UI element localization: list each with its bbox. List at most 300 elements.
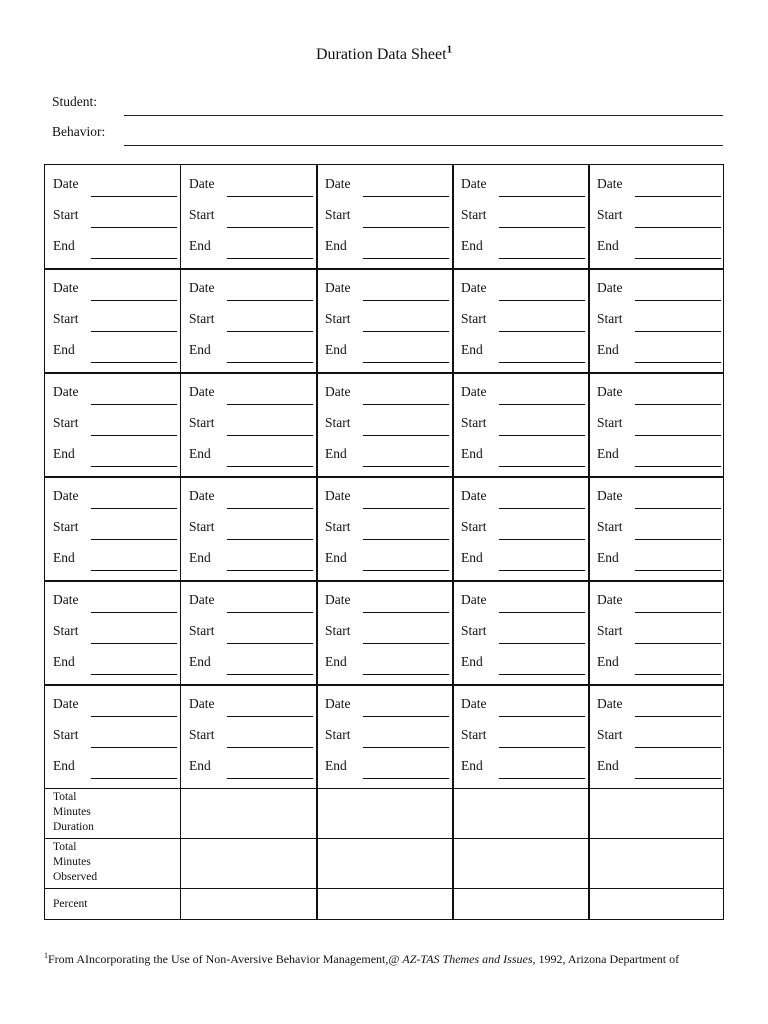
start-input-line[interactable] [499,227,585,228]
end-entry[interactable] [461,645,585,675]
start-entry[interactable] [325,510,449,540]
end-entry[interactable] [597,229,721,259]
end-input-line[interactable] [499,362,585,363]
behavior-label: Behavior: [52,124,106,139]
start-label: Start [189,519,215,534]
start-input-line[interactable] [91,539,177,540]
start-entry[interactable] [189,302,313,332]
summary-value-cell[interactable] [589,839,725,889]
date-entry[interactable] [325,271,449,301]
date-label: Date [189,488,215,503]
start-entry[interactable] [325,198,449,228]
start-entry[interactable] [189,718,313,748]
start-input-line[interactable] [635,331,721,332]
start-input-line[interactable] [635,747,721,748]
summary-row-label [53,897,87,912]
start-entry[interactable] [461,510,585,540]
student-input-line[interactable] [124,115,723,116]
end-entry[interactable] [53,541,177,571]
end-entry[interactable] [325,437,449,467]
end-input-line[interactable] [227,466,313,467]
date-input-line[interactable] [499,300,585,301]
start-input-line[interactable] [635,643,721,644]
observation-cell [317,373,453,477]
end-label: End [53,342,75,357]
date-label: Date [325,384,351,399]
start-label: Start [325,519,351,534]
start-label: Start [597,415,623,430]
end-input-line[interactable] [499,258,585,259]
start-entry[interactable] [325,302,449,332]
date-input-line[interactable] [91,716,177,717]
start-entry[interactable] [53,198,177,228]
observation-cell [45,477,181,581]
start-input-line[interactable] [91,747,177,748]
end-entry[interactable] [189,437,313,467]
end-input-line[interactable] [363,258,449,259]
date-entry[interactable] [461,687,585,717]
start-label: Start [53,623,79,638]
start-input-line[interactable] [91,643,177,644]
start-input-line[interactable] [227,747,313,748]
end-label: End [325,342,347,357]
start-entry[interactable] [53,718,177,748]
start-label: Start [53,727,79,742]
date-label: Date [53,696,79,711]
observation-cell [317,269,453,373]
date-input-line[interactable] [91,508,177,509]
date-label: Date [189,384,215,399]
summary-label-line: Total [53,841,77,853]
date-input-line[interactable] [499,196,585,197]
end-label: End [597,654,619,669]
summary-value-cell[interactable] [589,889,725,920]
date-input-line[interactable] [91,612,177,613]
end-entry[interactable] [325,749,449,779]
start-entry[interactable] [597,406,721,436]
summary-value-cell[interactable] [181,889,317,920]
end-input-line[interactable] [227,570,313,571]
end-entry[interactable] [325,229,449,259]
start-input-line[interactable] [499,747,585,748]
start-entry[interactable] [325,718,449,748]
end-entry[interactable] [189,333,313,363]
start-input-line[interactable] [499,643,585,644]
end-entry[interactable] [53,437,177,467]
end-entry[interactable] [597,333,721,363]
start-entry[interactable] [597,718,721,748]
date-input-line[interactable] [227,300,313,301]
start-label: Start [325,415,351,430]
end-entry[interactable] [189,229,313,259]
start-entry[interactable] [461,198,585,228]
end-entry[interactable] [597,437,721,467]
start-entry[interactable] [53,302,177,332]
date-input-line[interactable] [227,196,313,197]
end-entry[interactable] [325,645,449,675]
observation-cell [317,685,453,789]
end-label: End [597,342,619,357]
date-input-line[interactable] [363,196,449,197]
start-label: Start [325,727,351,742]
date-input-line[interactable] [363,300,449,301]
end-label: End [597,550,619,565]
date-input-line[interactable] [227,716,313,717]
end-entry[interactable] [461,229,585,259]
date-input-line[interactable] [499,508,585,509]
start-entry[interactable] [461,614,585,644]
summary-value-cell[interactable] [317,839,453,889]
end-label: End [461,654,483,669]
summary-value-cell[interactable] [317,889,453,920]
title-text: Duration Data Sheet [315,46,447,63]
observation-cell [589,373,725,477]
start-label: Start [461,311,487,326]
end-input-line[interactable] [227,674,313,675]
observation-cell [453,373,589,477]
end-entry[interactable] [461,333,585,363]
behavior-input-line[interactable] [124,145,723,146]
start-input-line[interactable] [635,435,721,436]
end-entry[interactable] [461,541,585,571]
observation-cell [181,165,317,269]
date-entry[interactable] [597,479,721,509]
observation-cell [45,165,181,269]
date-input-line[interactable] [227,508,313,509]
end-entry[interactable] [325,541,449,571]
start-label: Start [189,727,215,742]
start-label: Start [461,415,487,430]
date-input-line[interactable] [499,404,585,405]
summary-row-label [53,840,97,885]
summary-label-line: Total [53,791,77,803]
start-label: Start [189,415,215,430]
end-input-line[interactable] [91,362,177,363]
end-entry[interactable] [597,645,721,675]
end-entry[interactable] [53,333,177,363]
date-entry[interactable] [325,479,449,509]
end-label: End [53,238,75,253]
end-entry[interactable] [53,645,177,675]
date-label: Date [597,592,623,607]
date-input-line[interactable] [91,196,177,197]
date-input-line[interactable] [499,612,585,613]
date-entry[interactable] [189,167,313,197]
summary-label-line: Minutes [53,856,91,868]
start-label: Start [597,311,623,326]
end-label: End [461,446,483,461]
end-label: End [461,550,483,565]
end-input-line[interactable] [499,466,585,467]
end-entry[interactable] [461,437,585,467]
date-entry[interactable] [53,479,177,509]
date-entry[interactable] [461,271,585,301]
end-input-line[interactable] [499,778,585,779]
footnote-source-title: AZ-TAS Themes and Issues [402,952,533,966]
date-input-line[interactable] [363,404,449,405]
date-input-line[interactable] [363,612,449,613]
date-label: Date [53,384,79,399]
date-entry[interactable] [325,375,449,405]
start-input-line[interactable] [227,539,313,540]
start-entry[interactable] [325,406,449,436]
date-entry[interactable] [597,583,721,613]
start-entry[interactable] [461,302,585,332]
date-label: Date [189,176,215,191]
summary-value-cell[interactable] [453,889,589,920]
start-input-line[interactable] [91,227,177,228]
observation-cell [181,477,317,581]
summary-label-line: Observed [53,871,98,883]
start-label: Start [461,519,487,534]
summary-row-label [53,790,94,835]
date-entry[interactable] [325,167,449,197]
start-input-line[interactable] [227,435,313,436]
date-label: Date [189,280,215,295]
start-input-line[interactable] [227,227,313,228]
end-input-line[interactable] [499,570,585,571]
observation-cell [453,685,589,789]
end-input-line[interactable] [363,778,449,779]
observation-cell [589,581,725,685]
end-input-line[interactable] [635,570,721,571]
observation-cell [317,165,453,269]
start-input-line[interactable] [227,331,313,332]
summary-value-cell[interactable] [181,789,317,839]
date-entry[interactable] [53,583,177,613]
date-label: Date [597,696,623,711]
end-label: End [597,446,619,461]
end-input-line[interactable] [91,466,177,467]
observation-cell [45,581,181,685]
end-label: End [189,238,211,253]
summary-value-cell[interactable] [317,789,453,839]
start-input-line[interactable] [363,539,449,540]
date-entry[interactable] [597,271,721,301]
end-entry[interactable] [53,749,177,779]
end-label: End [189,342,211,357]
end-input-line[interactable] [635,778,721,779]
end-input-line[interactable] [635,362,721,363]
date-entry[interactable] [461,479,585,509]
end-label: End [53,550,75,565]
date-entry[interactable] [325,583,449,613]
start-entry[interactable] [597,614,721,644]
start-entry[interactable] [53,406,177,436]
date-input-line[interactable] [227,612,313,613]
date-label: Date [597,176,623,191]
observation-cell [181,581,317,685]
start-input-line[interactable] [499,539,585,540]
start-entry[interactable] [189,510,313,540]
date-entry[interactable] [189,479,313,509]
start-label: Start [597,623,623,638]
end-label: End [325,654,347,669]
summary-label-line: Minutes [53,806,91,818]
start-input-line[interactable] [91,435,177,436]
date-input-line[interactable] [363,716,449,717]
start-entry[interactable] [325,614,449,644]
date-entry[interactable] [189,271,313,301]
date-input-line[interactable] [363,508,449,509]
date-entry[interactable] [53,167,177,197]
start-label: Start [461,623,487,638]
observation-cell [453,165,589,269]
start-input-line[interactable] [363,747,449,748]
start-label: Start [53,207,79,222]
date-input-line[interactable] [635,716,721,717]
date-label: Date [461,696,487,711]
date-input-line[interactable] [91,300,177,301]
date-label: Date [189,592,215,607]
start-input-line[interactable] [363,643,449,644]
date-label: Date [461,176,487,191]
start-input-line[interactable] [635,539,721,540]
date-entry[interactable] [597,167,721,197]
start-entry[interactable] [189,198,313,228]
end-label: End [189,550,211,565]
start-entry[interactable] [189,614,313,644]
date-entry[interactable] [461,167,585,197]
end-input-line[interactable] [227,778,313,779]
end-input-line[interactable] [635,674,721,675]
observation-cell [453,269,589,373]
start-entry[interactable] [189,406,313,436]
end-label: End [189,758,211,773]
end-entry[interactable] [189,749,313,779]
date-entry[interactable] [53,687,177,717]
start-input-line[interactable] [499,435,585,436]
observation-cell [181,269,317,373]
date-entry[interactable] [53,375,177,405]
end-input-line[interactable] [227,258,313,259]
start-label: Start [53,415,79,430]
student-label: Student: [52,94,98,109]
start-input-line[interactable] [499,331,585,332]
start-input-line[interactable] [363,435,449,436]
end-input-line[interactable] [227,362,313,363]
date-input-line[interactable] [635,404,721,405]
end-input-line[interactable] [91,674,177,675]
date-entry[interactable] [189,583,313,613]
observation-cell [453,581,589,685]
end-input-line[interactable] [363,362,449,363]
summary-label-line: Duration [53,821,94,833]
end-entry[interactable] [597,749,721,779]
date-label: Date [597,488,623,503]
end-input-line[interactable] [91,778,177,779]
date-input-line[interactable] [227,404,313,405]
date-entry[interactable] [461,375,585,405]
observation-cell [317,477,453,581]
date-entry[interactable] [189,687,313,717]
date-input-line[interactable] [499,716,585,717]
start-label: Start [597,207,623,222]
end-input-line[interactable] [91,258,177,259]
date-entry[interactable] [597,687,721,717]
summary-value-cell[interactable] [181,839,317,889]
start-label: Start [53,311,79,326]
start-input-line[interactable] [635,227,721,228]
start-input-line[interactable] [91,331,177,332]
date-entry[interactable] [461,583,585,613]
date-entry[interactable] [189,375,313,405]
start-label: Start [189,311,215,326]
observation-cell [589,165,725,269]
end-entry[interactable] [53,229,177,259]
end-input-line[interactable] [363,466,449,467]
end-entry[interactable] [325,333,449,363]
observation-cell [45,373,181,477]
date-label: Date [53,280,79,295]
end-entry[interactable] [597,541,721,571]
summary-value-cell[interactable] [453,789,589,839]
end-entry[interactable] [189,541,313,571]
date-label: Date [53,592,79,607]
date-label: Date [53,488,79,503]
start-entry[interactable] [53,510,177,540]
end-entry[interactable] [461,749,585,779]
date-entry[interactable] [597,375,721,405]
date-entry[interactable] [325,687,449,717]
start-entry[interactable] [597,198,721,228]
summary-value-cell[interactable] [589,789,725,839]
end-label: End [189,654,211,669]
footnote [44,951,744,967]
end-input-line[interactable] [363,570,449,571]
end-label: End [325,758,347,773]
date-input-line[interactable] [635,508,721,509]
observation-cell [45,685,181,789]
end-label: End [325,238,347,253]
date-input-line[interactable] [635,612,721,613]
start-entry[interactable] [597,510,721,540]
start-label: Start [325,623,351,638]
end-input-line[interactable] [635,466,721,467]
start-input-line[interactable] [363,227,449,228]
end-label: End [325,550,347,565]
start-entry[interactable] [461,718,585,748]
end-label: End [597,758,619,773]
footnote-marker: 1 [44,951,48,960]
observation-cell [589,269,725,373]
end-input-line[interactable] [635,258,721,259]
end-entry[interactable] [189,645,313,675]
end-label: End [53,758,75,773]
end-input-line[interactable] [91,570,177,571]
end-input-line[interactable] [363,674,449,675]
start-input-line[interactable] [227,643,313,644]
start-entry[interactable] [53,614,177,644]
date-label: Date [461,280,487,295]
date-entry[interactable] [53,271,177,301]
start-entry[interactable] [597,302,721,332]
observation-cell [453,477,589,581]
end-label: End [461,758,483,773]
date-input-line[interactable] [635,300,721,301]
start-entry[interactable] [461,406,585,436]
date-input-line[interactable] [635,196,721,197]
date-label: Date [53,176,79,191]
title-footnote-marker: 1 [446,43,453,56]
start-input-line[interactable] [363,331,449,332]
start-label: Start [597,727,623,742]
summary-value-cell[interactable] [453,839,589,889]
end-label: End [461,238,483,253]
date-input-line[interactable] [91,404,177,405]
end-input-line[interactable] [499,674,585,675]
start-label: Start [325,207,351,222]
